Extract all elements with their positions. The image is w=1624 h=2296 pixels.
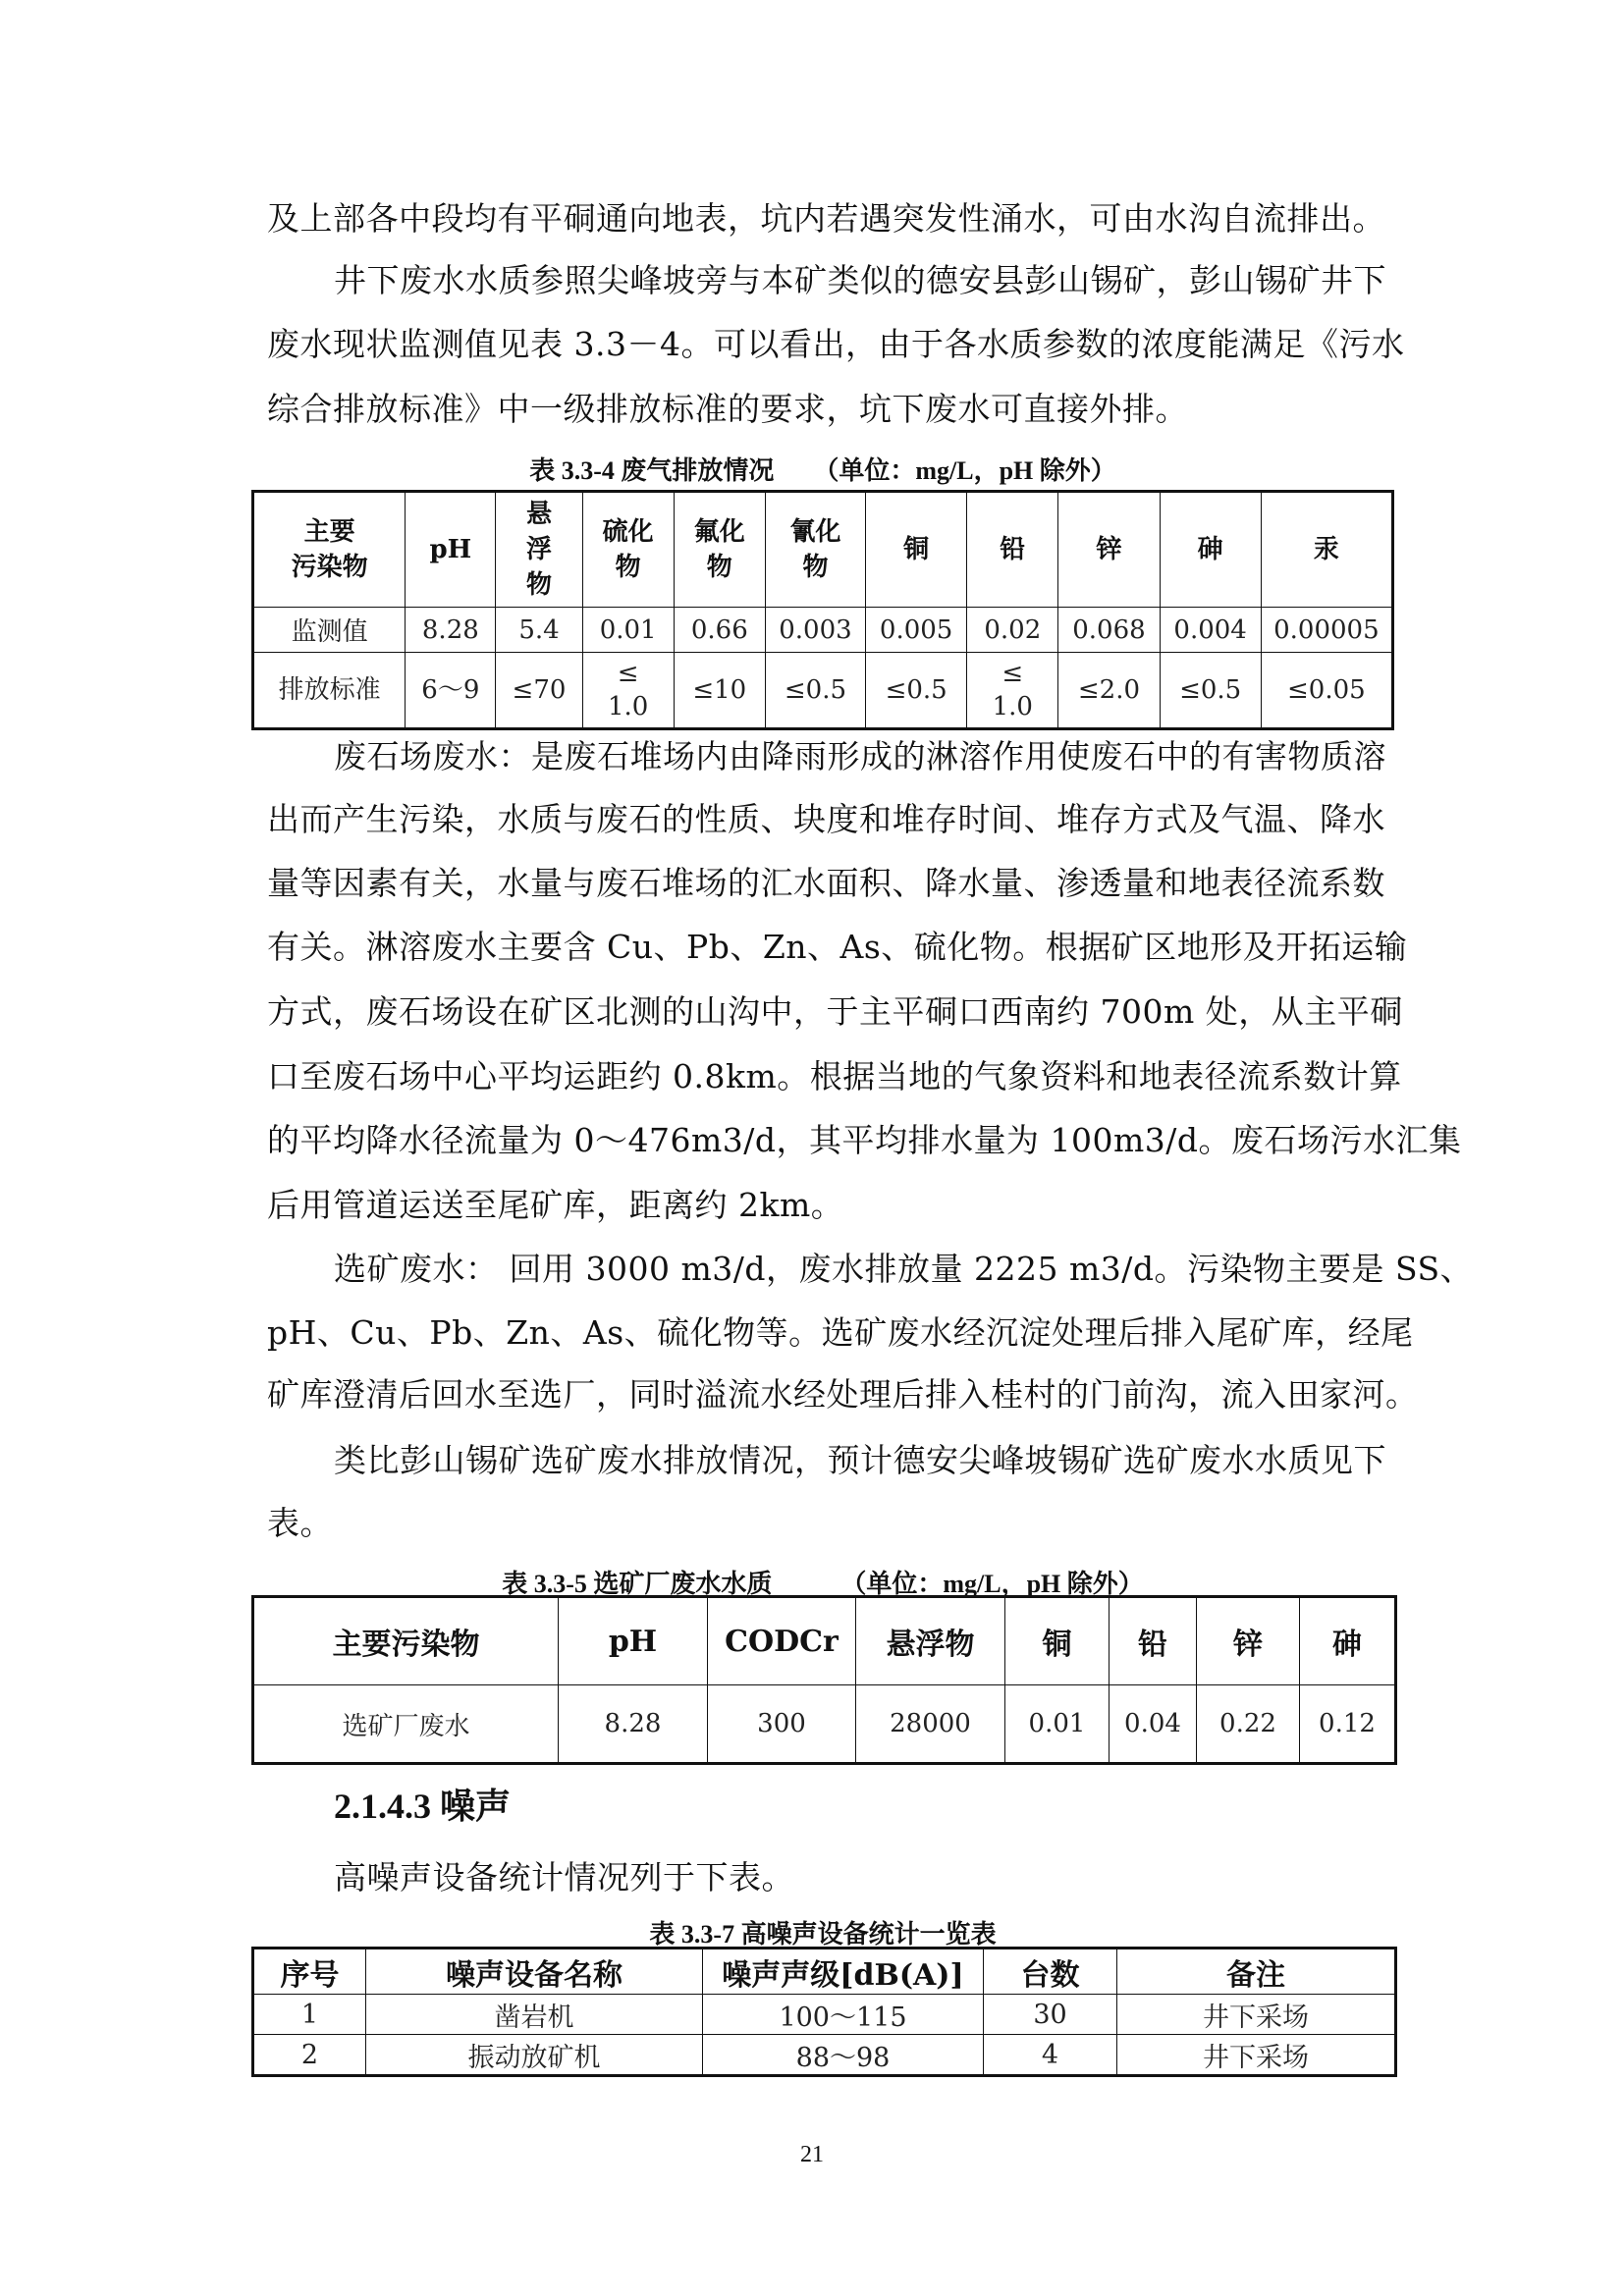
table-header-cell: 主要污染物 bbox=[253, 1597, 559, 1685]
paragraph-line: 后用管道运送至尾矿库，距离约 2km。 bbox=[267, 1186, 844, 1224]
table-cell: 排放标准 bbox=[253, 653, 406, 729]
table-caption bbox=[251, 455, 1394, 487]
table-header-row bbox=[253, 492, 1393, 608]
table-header-cell: 砷 bbox=[1160, 492, 1261, 608]
paragraph-line: 出而产生污染，水质与废石的性质、块度和堆存时间、堆存方式及气温、降水 bbox=[267, 800, 1385, 838]
table-header-row bbox=[253, 1597, 1396, 1685]
table-cell: ≤70 bbox=[496, 653, 582, 729]
paragraph-line: 废石场废水：是废石堆场内由降雨形成的淋溶作用使废石中的有害物质溶 bbox=[334, 737, 1386, 775]
table-cell: 0.66 bbox=[674, 608, 765, 653]
paragraph-line: 方式，废石场设在矿区北测的山沟中，于主平硐口西南约 700m 处，从主平硐 bbox=[267, 992, 1403, 1031]
table-caption-title: 表 3.3-7 高噪声设备统计一览表 bbox=[649, 1920, 997, 1949]
paragraph-line: 的平均降水径流量为 0～476m3/d，其平均排水量为 100m3/d。废石场污水汇集 bbox=[267, 1121, 1462, 1159]
table-cell: 凿岩机 bbox=[366, 1995, 703, 2035]
table-header-cell: 铅 bbox=[1110, 1597, 1197, 1685]
paragraph-line: 表。 bbox=[267, 1504, 333, 1542]
table-header-cell: 氟化 物 bbox=[674, 492, 765, 608]
table-cell: 0.004 bbox=[1160, 608, 1261, 653]
table-cell: ≤0.5 bbox=[765, 653, 865, 729]
paragraph-line: 选矿废水： 回用 3000 m3/d，废水排放量 2225 m3/d。污染物主要是 SS、 bbox=[334, 1250, 1474, 1288]
table-cell: ≤ 1.0 bbox=[967, 653, 1058, 729]
table-row bbox=[253, 1685, 1396, 1764]
table-cell: 0.12 bbox=[1300, 1685, 1396, 1764]
paragraph-line: 口至废石场中心平均运距约 0.8km。根据当地的气象资料和地表径流系数计算 bbox=[267, 1057, 1402, 1095]
table-header-cell: 铜 bbox=[866, 492, 967, 608]
table-cell: 选矿厂废水 bbox=[253, 1685, 559, 1764]
table-header-cell: 台数 bbox=[984, 1949, 1117, 1995]
table-cell: 振动放矿机 bbox=[366, 2035, 703, 2076]
paragraph-line: 高噪声设备统计情况列于下表。 bbox=[334, 1858, 794, 1896]
table-caption-title: 表 3.3-5 选矿厂废水水质 bbox=[502, 1570, 773, 1598]
table-cell: 井下采场 bbox=[1117, 1995, 1396, 2035]
table-row bbox=[253, 608, 1393, 653]
table-cell: 8.28 bbox=[406, 608, 496, 653]
table-cell: ≤0.05 bbox=[1261, 653, 1392, 729]
paragraph-line: 及上部各中段均有平硐通向地表，坑内若遇突发性涌水，可由水沟自流排出。 bbox=[267, 199, 1385, 238]
table-cell: ≤ 1.0 bbox=[582, 653, 674, 729]
table-cell: 5.4 bbox=[496, 608, 582, 653]
table-cell: 0.00005 bbox=[1261, 608, 1392, 653]
section-heading: 2.1.4.3 噪声 bbox=[334, 1787, 512, 1826]
table-cell: ≤0.5 bbox=[1160, 653, 1261, 729]
table-cell: 88～98 bbox=[703, 2035, 984, 2076]
table-header-cell: pH bbox=[406, 492, 496, 608]
paragraph-line: 类比彭山锡矿选矿废水排放情况，预计德安尖峰坡锡矿选矿废水水质见下 bbox=[334, 1441, 1386, 1479]
table-caption-title: 表 3.3-4 废气排放情况 bbox=[529, 456, 775, 485]
table-cell: 0.04 bbox=[1110, 1685, 1197, 1764]
table-caption-unit: （单位：mg/L，pH 除外） bbox=[840, 1570, 1144, 1598]
table-header-cell: 硫化 物 bbox=[582, 492, 674, 608]
table-header-cell: 悬 浮 物 bbox=[496, 492, 582, 608]
table-cell: 30 bbox=[984, 1995, 1117, 2035]
emission-table bbox=[251, 490, 1394, 730]
paragraph-line: pH、Cu、Pb、Zn、As、硫化物等。选矿废水经沉淀处理后排入尾矿库，经尾 bbox=[267, 1313, 1414, 1352]
table-cell: ≤10 bbox=[674, 653, 765, 729]
table-header-cell: 锌 bbox=[1058, 492, 1160, 608]
table-cell: 0.01 bbox=[1005, 1685, 1110, 1764]
table-header-cell: 备注 bbox=[1117, 1949, 1396, 1995]
table-header-row bbox=[253, 1949, 1396, 1995]
table-cell: ≤0.5 bbox=[866, 653, 967, 729]
table-cell: 0.02 bbox=[967, 608, 1058, 653]
table-header-cell: pH bbox=[559, 1597, 708, 1685]
table-cell: 井下采场 bbox=[1117, 2035, 1396, 2076]
table-header-cell: 噪声声级[dB(A)] bbox=[703, 1949, 984, 1995]
table-row bbox=[253, 2035, 1396, 2076]
table-cell: 0.068 bbox=[1058, 608, 1160, 653]
table-cell: 0.22 bbox=[1197, 1685, 1300, 1764]
table-caption-unit: （单位：mg/L，pH 除外） bbox=[813, 456, 1116, 485]
table-header-cell: 主要 污染物 bbox=[253, 492, 406, 608]
table-header-cell: 悬浮物 bbox=[856, 1597, 1005, 1685]
beneficiation-wastewater-table bbox=[251, 1595, 1397, 1765]
table-cell: 0.01 bbox=[582, 608, 674, 653]
table-cell: 28000 bbox=[856, 1685, 1005, 1764]
table-header-cell: 噪声设备名称 bbox=[366, 1949, 703, 1995]
table-header-cell: 铅 bbox=[967, 492, 1058, 608]
table-cell: 1 bbox=[253, 1995, 366, 2035]
table-header-cell: CODCr bbox=[708, 1597, 856, 1685]
page-number: 21 bbox=[800, 2142, 824, 2167]
table-cell: 300 bbox=[708, 1685, 856, 1764]
table-header-cell: 砷 bbox=[1300, 1597, 1396, 1685]
paragraph-line: 废水现状监测值见表 3.3－4。可以看出，由于各水质参数的浓度能满足《污水 bbox=[267, 325, 1405, 363]
table-cell: 6～9 bbox=[406, 653, 496, 729]
table-row bbox=[253, 653, 1393, 729]
table-cell: 4 bbox=[984, 2035, 1117, 2076]
paragraph-line: 有关。淋溶废水主要含 Cu、Pb、Zn、As、硫化物。根据矿区地形及开拓运输 bbox=[267, 928, 1408, 966]
table-cell: 8.28 bbox=[559, 1685, 708, 1764]
table-cell: 2 bbox=[253, 2035, 366, 2076]
table-header-cell: 汞 bbox=[1261, 492, 1392, 608]
paragraph-line: 矿库澄清后回水至选厂，同时溢流水经处理后排入桂村的门前沟，流入田家河。 bbox=[267, 1375, 1419, 1414]
paragraph-line: 井下废水水质参照尖峰坡旁与本矿类似的德安县彭山锡矿，彭山锡矿井下 bbox=[334, 261, 1386, 299]
table-cell: 监测值 bbox=[253, 608, 406, 653]
table-cell: 0.003 bbox=[765, 608, 865, 653]
table-cell: 0.005 bbox=[866, 608, 967, 653]
paragraph-line: 综合排放标准》中一级排放标准的要求，坑下废水可直接外排。 bbox=[267, 390, 1188, 428]
paragraph-line: 量等因素有关，水量与废石堆场的汇水面积、降水量、渗透量和地表径流系数 bbox=[267, 864, 1385, 902]
table-header-cell: 铜 bbox=[1005, 1597, 1110, 1685]
table-cell: ≤2.0 bbox=[1058, 653, 1160, 729]
table-cell: 100～115 bbox=[703, 1995, 984, 2035]
table-row bbox=[253, 1995, 1396, 2035]
table-header-cell: 氰化 物 bbox=[765, 492, 865, 608]
table-header-cell: 锌 bbox=[1197, 1597, 1300, 1685]
table-header-cell: 序号 bbox=[253, 1949, 366, 1995]
noise-equipment-table bbox=[251, 1947, 1397, 2077]
